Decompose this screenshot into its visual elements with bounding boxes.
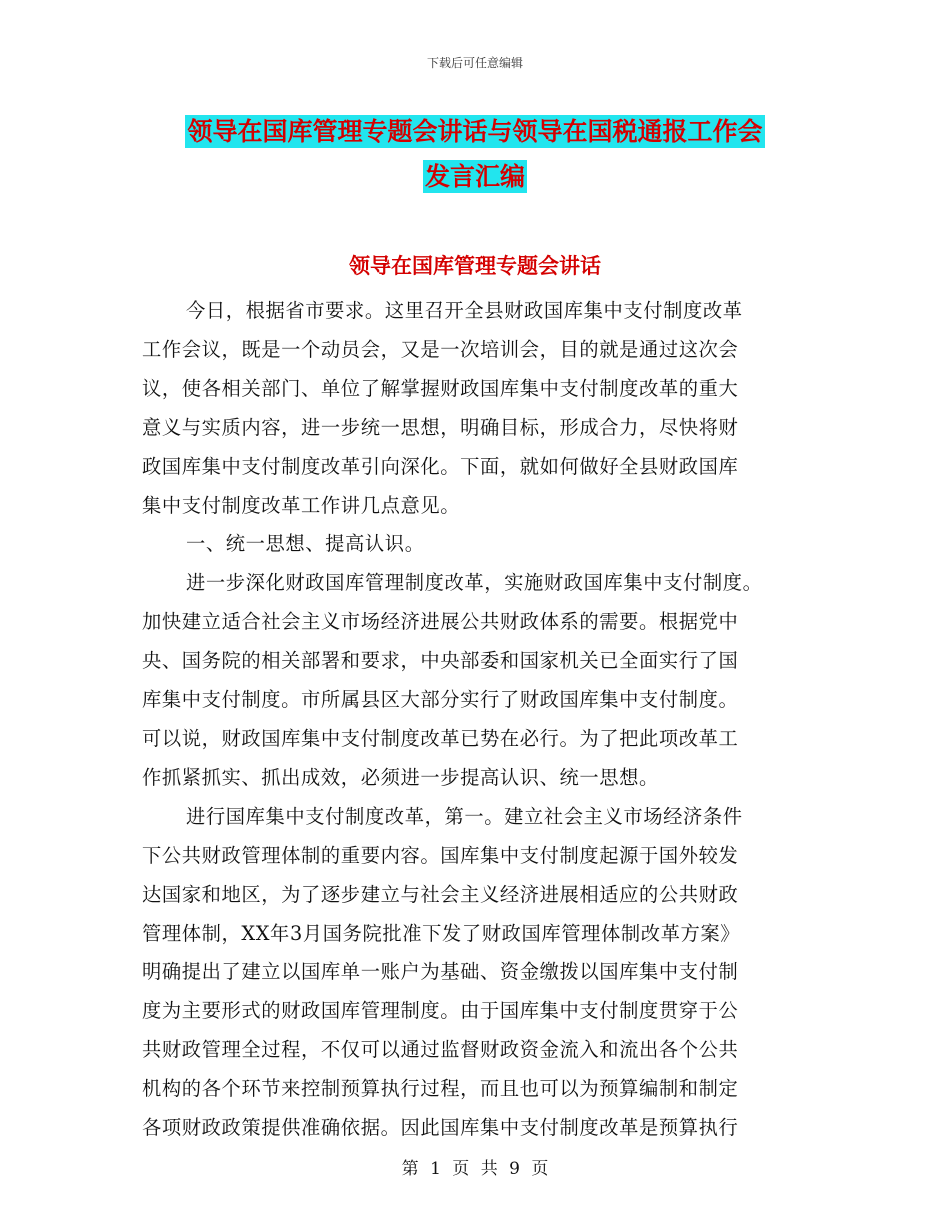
text-line: 达国家和地区，为了逐步建立与社会主义经济进展相适应的公共财政 [142,882,739,906]
text-line: 一、统一思想、提高认识。 [186,532,425,556]
text-line: 共财政管理全过程，不仅可以通过监督财政资金流入和流出各个公共 [142,1038,739,1062]
main-title-text-2: 发言汇编 [424,162,525,191]
text-line: 库集中支付制度。市所属县区大部分实行了财政国库集中支付制度。 [142,688,739,712]
text-line: 加快建立适合社会主义市场经济进展公共财政体系的需要。根据党中 [142,610,739,634]
text-line: 政国库集中支付制度改革引向深化。下面，就如何做好全县财政国库 [142,454,739,478]
text-line: 今日，根据省市要求。这里召开全县财政国库集中支付制度改革 [186,299,743,322]
text-line: 机构的各个环节来控制预算执行过程，而且也可以为预算编制和制定 [142,1077,739,1101]
text-line: 可以说，财政国库集中支付制度改革已势在必行。为了把此项改革工 [142,726,739,750]
text-line: 下公共财政管理体制的重要内容。国库集中支付制度起源于国外较发 [142,843,739,867]
body-text [142,292,812,1148]
text-line: 管理体制，XX年3月国务院批准下发了财政国库管理体制改革方案》 [142,921,741,945]
page-footer: 第 1 页 共 9 页 [401,1159,549,1179]
text-line: 意义与实质内容，进一步统一思想，明确目标，形成合力，尽快将财 [142,415,739,439]
text-line: 进一步深化财政国库管理制度改革，实施财政国库集中支付制度。 [186,571,763,595]
text-line: 进行国库集中支付制度改革，第一。建立社会主义市场经济条件 [186,804,743,828]
header-note: 下载后可任意编辑 [426,56,523,70]
text-line: 度为主要形式的财政国库管理制度。由于国库集中支付制度贯穿于公 [142,999,739,1023]
text-line: 央、国务院的相关部署和要求，中央部委和国家机关已全面实行了国 [142,649,739,673]
text-line: 集中支付制度改革工作讲几点意见。 [142,493,461,517]
text-line: 各项财政政策提供准确依据。因此国库集中支付制度改革是预算执行 [142,1116,739,1140]
text-line: 议，使各相关部门、单位了解掌握财政国库集中支付制度改革的重大 [142,376,739,400]
text-line: 明确提出了建立以国库单一账户为基础、资金缴拨以国库集中支付制 [142,960,739,984]
text-line: 作抓紧抓实、抓出成效，必须进一步提高认识、统一思想。 [142,765,659,789]
text-line: 工作会议，既是一个动员会，又是一次培训会，目的就是通过这次会 [142,337,739,361]
main-title-text-1: 领导在国库管理专题会讲话与领导在国税通报工作会 [187,117,763,146]
section-title: 领导在国库管理专题会讲话 [349,254,601,278]
main-title-line-2 [0,157,950,193]
main-title-line-1 [0,112,950,148]
